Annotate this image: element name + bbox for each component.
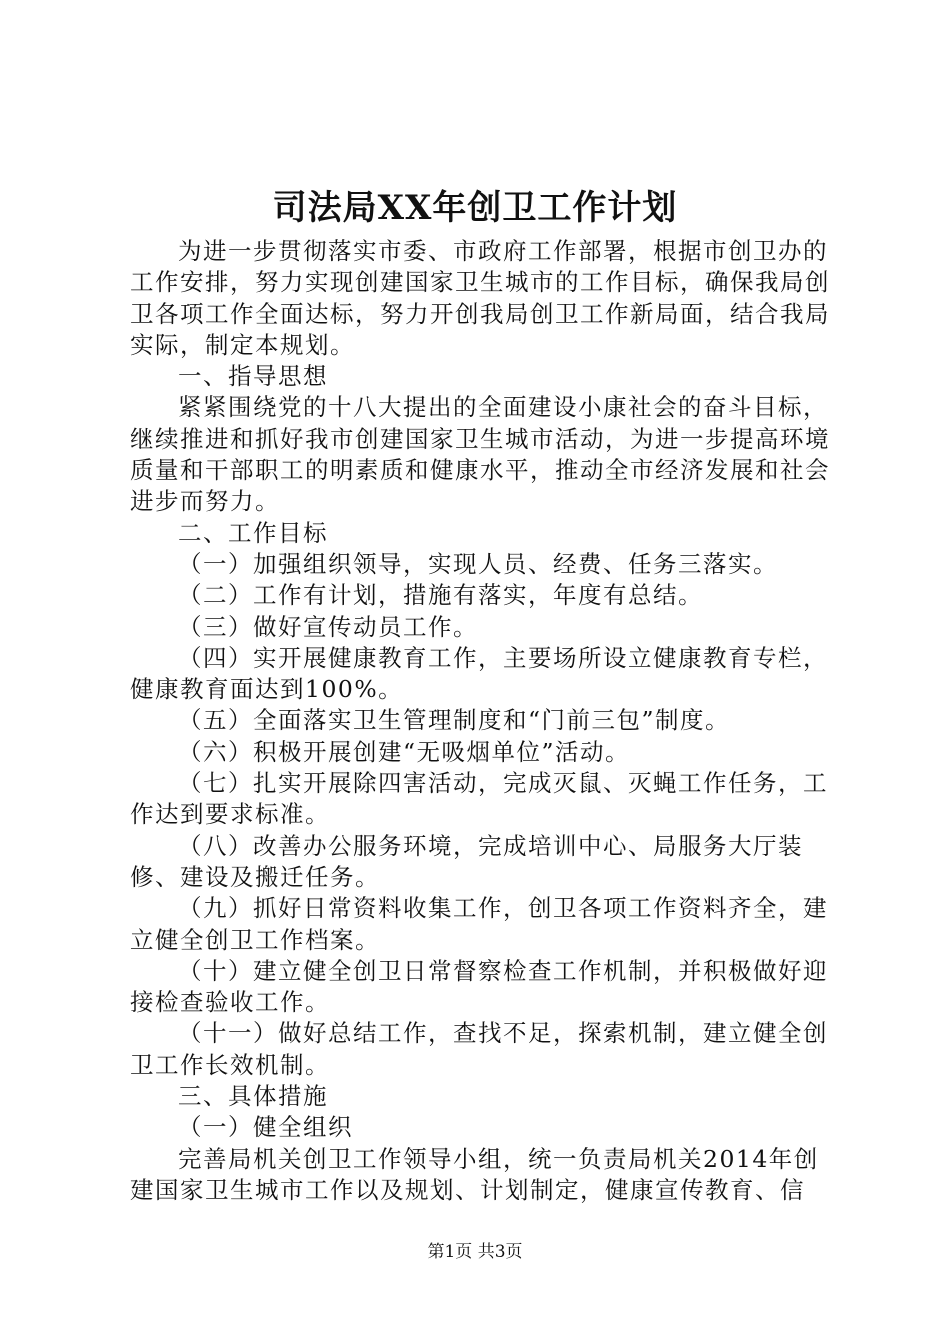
paragraph: 完善局机关创卫工作领导小组，统一负责局机关2014年创建国家卫生城市工作以及规划、计划制定，健康宣传教育、信 — [130, 1144, 819, 1204]
list-item: （十一）做好总结工作，查找不足，探索机制，建立健全创卫工作长效机制。 — [130, 1019, 828, 1079]
list-item: （四）实开展健康教育工作，主要场所设立健康教育专栏，健康教育面达到100%。 — [130, 643, 828, 704]
subsection-heading: （一）健全组织 — [178, 1113, 353, 1142]
list-item: （十）建立健全创卫日常督察检查工作机制，并积极做好迎接检查验收工作。 — [130, 956, 828, 1017]
paragraph: 为进一步贯彻落实市委、市政府工作部署，根据市创卫办的工作安排，努力实现创建国家卫生城市的工作目标，确保我局创卫各项工作全面达标，努力开创我局创卫工作新局面，结合我局实际，制定本规划。 — [130, 237, 830, 359]
list-item: （一）加强组织领导，实现人员、经费、任务三落实。 — [178, 549, 778, 578]
page-footer: 第1页 共3页 — [427, 1242, 523, 1262]
list-item: （七）扎实开展除四害活动，完成灭鼠、灭蝇工作任务，工作达到要求标准。 — [130, 769, 828, 829]
document-title: 司法局XX年创卫工作计划 — [272, 188, 678, 228]
list-item: （二）工作有计划，措施有落实，年度有总结。 — [178, 581, 703, 610]
list-item: （八）改善办公服务环境，完成培训中心、局服务大厅装修、建设及搬迁任务。 — [130, 831, 803, 891]
list-item: （五）全面落实卫生管理制度和“门前三包”制度。 — [178, 706, 731, 735]
paragraph: 紧紧围绕党的十八大提出的全面建设小康社会的奋斗目标，继续推进和抓好我市创建国家卫生城市活动，为进一步提高环境质量和干部职工的明素质和健康水平，推动全市经济发展和社会进步而努力。 — [130, 393, 830, 516]
list-item: （三）做好宣传动员工作。 — [178, 612, 478, 641]
list-item: （六）积极开展创建“无吸烟单位”活动。 — [178, 737, 631, 766]
section-heading: 三、具体措施 — [178, 1082, 328, 1111]
document-body — [130, 236, 830, 1206]
section-heading: 一、指导思想 — [178, 362, 328, 391]
section-heading: 二、工作目标 — [178, 518, 328, 547]
list-item: （九）抓好日常资料收集工作，创卫各项工作资料齐全，建立健全创卫工作档案。 — [130, 894, 828, 954]
